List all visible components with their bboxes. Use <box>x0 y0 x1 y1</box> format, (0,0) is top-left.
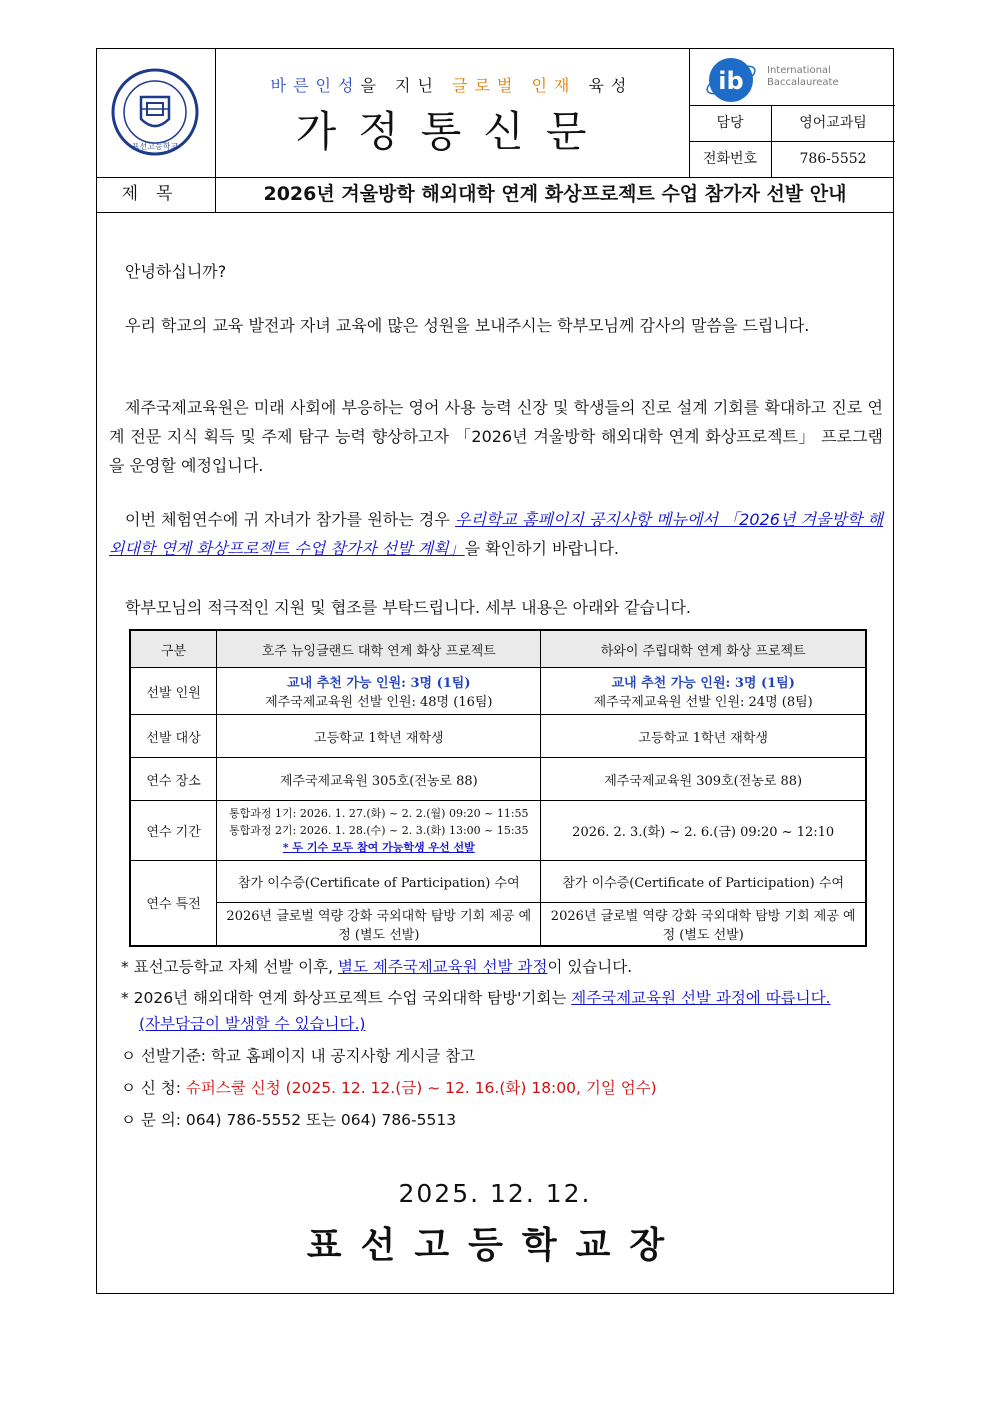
issue-date: 2025. 12. 12. <box>398 1179 592 1208</box>
phone-label: 전화번호 <box>689 142 772 177</box>
note-2: * 2026년 해외대학 연계 화상프로젝트 수업 국외대학 탐방'기회는 제주국제교육원 선발 과정에 따릅니다. (자부담금이 발생할 수 있습니다.) <box>121 989 831 1033</box>
table-cell: 고등학교 1학년 재학생 <box>217 715 541 758</box>
manager-row <box>689 105 895 141</box>
ib-text: International Baccalaureate <box>767 65 839 88</box>
row-label: 연수 특전 <box>130 861 217 946</box>
paragraph-1: 우리 학교의 교육 발전과 자녀 교육에 많은 성원을 보내주시는 학부모님께 감사의 말씀을 드립니다. <box>125 316 810 335</box>
table-cell: 교내 추천 가능 인원: 3명 (1팀) 제주국제교육원 선발 인원: 48명 (16팀) <box>217 668 541 715</box>
principal-signature: 표선고등학교장 <box>306 1225 684 1266</box>
homepage-notice-link[interactable]: 우리학교 홈페이지 공지사항 메뉴에서 「2026년 겨울방학 해외대학 연계 화상프로젝트 수업 참가자 선발 계획」 <box>109 510 883 558</box>
row-label: 연수 장소 <box>130 758 217 801</box>
subject-title: 2026년 겨울방학 해외대학 연계 화상프로젝트 수업 참가자 선발 안내 <box>263 183 847 205</box>
note-1: * 표선고등학교 자체 선발 이후, 별도 제주국제교육원 선발 과정이 있습니다. <box>121 958 633 976</box>
table-cell: 2026년 글로벌 역량 강화 국외대학 탐방 기회 제공 예정 (별도 선발) <box>541 903 866 946</box>
row-label: 선발 대상 <box>130 715 217 758</box>
svg-text:ib: ib <box>718 67 744 95</box>
row-label: 연수 기간 <box>130 801 217 861</box>
table-header-row <box>130 630 866 668</box>
paragraph-2: 제주국제교육원은 미래 사회에 부응하는 영어 사용 능력 신장 및 학생들의 진로 설계 기회를 확대하고 진로 연계 전문 지식 획득 및 주제 탐구 능력 향상하고자 「2026년 겨울방학 해외대학 연계 화상프로젝트」 프로그램을 운영할 예정입니다. <box>109 398 883 475</box>
paragraph-4: 학부모님의 적극적인 지원 및 협조를 부탁드립니다. 세부 내용은 아래와 같습니다. <box>125 598 691 617</box>
page-title: 가정통신문 <box>295 107 609 156</box>
table-cell: 참가 이수증(Certificate of Participation) 수여 <box>217 861 541 903</box>
table-row <box>130 903 866 946</box>
manager-value: 영어교과팀 <box>799 115 867 131</box>
table-row <box>130 668 866 715</box>
table-row <box>130 801 866 861</box>
table-cell: 통합과정 1기: 2026. 1. 27.(화) ~ 2. 2.(월) 09:20 ~ 11:55 통합과정 2기: 2026. 1. 28.(수) ~ 2. 3.(화) 13:00 ~ 15:35 * 두 기수 모두 참여 가능학생 우선 선발 <box>217 801 541 861</box>
svg-text:표선고등학교: 표선고등학교 <box>131 142 179 151</box>
contact-line: ㅇ 문 의: 064) 786-5552 또는 064) 786-5513 <box>121 1111 457 1129</box>
manager-label: 담당 <box>689 106 772 141</box>
ib-logo-icon <box>703 53 763 105</box>
school-emblem-icon <box>97 49 215 177</box>
table-cell: 제주국제교육원 305호(전농로 88) <box>217 758 541 801</box>
title-cell <box>215 49 690 177</box>
ib-logo <box>699 53 889 105</box>
header <box>97 49 893 178</box>
table-cell: 2026년 글로벌 역량 강화 국외대학 탐방 기회 제공 예정 (별도 선발) <box>217 903 541 946</box>
school-logo-cell <box>97 49 216 177</box>
row-label: 선발 인원 <box>130 668 217 715</box>
table-header: 하와이 주립대학 연계 화상 프로젝트 <box>541 630 866 668</box>
table-row <box>130 861 866 903</box>
criteria-line: ㅇ 선발기준: 학교 홈페이지 내 공지사항 게시글 참고 <box>121 1047 476 1065</box>
table-cell: 참가 이수증(Certificate of Participation) 수여 <box>541 861 866 903</box>
table-cell: 2026. 2. 3.(화) ~ 2. 6.(금) 09:20 ~ 12:10 <box>541 801 866 861</box>
table-row <box>130 758 866 801</box>
subject-label: 제목 <box>97 177 216 212</box>
table-cell: 교내 추천 가능 인원: 3명 (1팀) 제주국제교육원 선발 인원: 24명 (8팀) <box>541 668 866 715</box>
phone-row <box>689 141 895 177</box>
subject-row <box>97 177 893 213</box>
table-row <box>130 715 866 758</box>
apply-line: ㅇ 신 청: 슈퍼스쿨 신청 (2025. 12. 12.(금) ~ 12. 16.(화) 18:00, 기일 엄수) <box>121 1079 657 1097</box>
table-header: 구분 <box>130 630 217 668</box>
table-header: 호주 뉴잉글랜드 대학 연계 화상 프로젝트 <box>217 630 541 668</box>
notice-frame <box>96 48 894 1294</box>
table-cell: 제주국제교육원 309호(전농로 88) <box>541 758 866 801</box>
phone-value: 786-5552 <box>799 151 867 167</box>
school-slogan: 바른인성을 지닌 글로벌 인재 육성 <box>270 76 634 95</box>
table-cell: 고등학교 1학년 재학생 <box>541 715 866 758</box>
greeting: 안녕하십니까? <box>125 262 227 281</box>
program-table <box>129 629 867 947</box>
info-cell <box>689 49 895 177</box>
paragraph-3: 이번 체험연수에 귀 자녀가 참가를 원하는 경우 우리학교 홈페이지 공지사항 메뉴에서 「2026년 겨울방학 해외대학 연계 화상프로젝트 수업 참가자 선발 계획」을 확인하기 바랍니다. <box>109 510 883 558</box>
